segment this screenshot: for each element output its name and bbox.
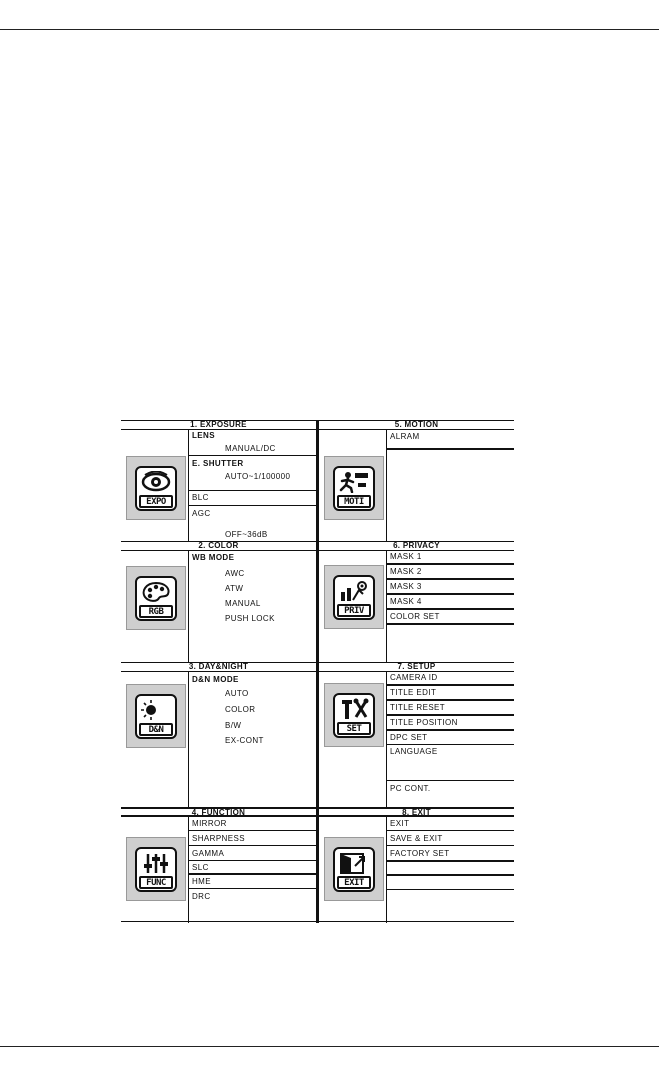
motion-icon-tile: [324, 456, 384, 520]
row-divider: [387, 623, 514, 625]
icon-label: FUNC: [139, 876, 173, 889]
row-divider: [387, 608, 514, 610]
menu-item-language[interactable]: LANGUAGE: [390, 747, 438, 756]
menu-option-manual[interactable]: MANUAL: [225, 599, 261, 608]
sliders-icon: [141, 852, 171, 874]
table-bottom-border: [121, 921, 514, 922]
icon-label: SET: [337, 722, 371, 735]
day-night-icon-tile: [126, 684, 186, 748]
row-divider: [387, 563, 514, 565]
color-icon-tile: [126, 566, 186, 630]
menu-item-e-shutter[interactable]: E. SHUTTER: [192, 459, 244, 468]
row-divider: [189, 873, 316, 875]
exposure-items: [188, 430, 316, 541]
menu-item-pc-cont[interactable]: PC CONT.: [390, 784, 431, 793]
day-night-items: [188, 672, 316, 807]
row-divider: [189, 860, 316, 861]
menu-item-mask-2[interactable]: MASK 2: [390, 567, 422, 576]
row-divider: [189, 830, 316, 831]
exit-door-icon: [339, 852, 369, 874]
section-motion: [319, 420, 514, 541]
exit-icon-tile: [324, 837, 384, 901]
section-header: 3. DAY&NIGHT: [121, 662, 316, 672]
row-divider: [189, 505, 316, 506]
row-divider: [387, 448, 514, 450]
section-header: 7. SETUP: [319, 662, 514, 672]
row-divider: [189, 888, 316, 889]
menu-item-agc[interactable]: AGC: [192, 509, 211, 518]
menu-item-save-exit[interactable]: SAVE & EXIT: [390, 834, 443, 843]
section-exposure: [121, 420, 316, 541]
row-divider: [387, 714, 514, 716]
menu-option-bw[interactable]: B/W: [225, 721, 242, 730]
exit-items: [386, 817, 514, 923]
page-bottom-rule: [0, 1046, 659, 1047]
row-divider: [387, 684, 514, 686]
setup-items: [386, 672, 514, 807]
menu-option-awc[interactable]: AWC: [225, 569, 245, 578]
row-divider: [387, 699, 514, 701]
section-header: 2. COLOR: [121, 541, 316, 551]
row-divider: [387, 860, 514, 862]
row-divider: [387, 874, 514, 876]
section-function: [121, 807, 316, 923]
privacy-mask-icon: [339, 580, 369, 602]
icon-label: MOTI: [337, 495, 371, 508]
tools-icon: [339, 698, 369, 720]
motion-items: [386, 430, 514, 541]
row-divider: [387, 593, 514, 595]
menu-option-ex-cont[interactable]: EX-CONT: [225, 736, 264, 745]
section-header: 1. EXPOSURE: [121, 420, 316, 430]
menu-item-drc[interactable]: DRC: [192, 892, 211, 901]
section-privacy: [319, 541, 514, 662]
section-header: 6. PRIVACY: [319, 541, 514, 551]
menu-item-lens[interactable]: LENS: [192, 431, 215, 440]
menu-item-blc[interactable]: BLC: [192, 493, 209, 502]
icon-label: EXIT: [337, 876, 371, 889]
privacy-items: [386, 551, 514, 662]
icon-label: EXPO: [139, 495, 173, 508]
menu-item-title-edit[interactable]: TITLE EDIT: [390, 688, 437, 697]
row-divider: [387, 830, 514, 831]
menu-item-sharpness[interactable]: SHARPNESS: [192, 834, 245, 843]
section-color: [121, 541, 316, 662]
menu-item-mask-4[interactable]: MASK 4: [390, 597, 422, 606]
section-header: 4. FUNCTION: [121, 807, 316, 817]
section-header: 8. EXIT: [319, 807, 514, 817]
color-items: [188, 551, 316, 662]
menu-option-auto[interactable]: AUTO: [225, 689, 249, 698]
row-divider: [387, 744, 514, 745]
menu-item-camera-id[interactable]: CAMERA ID: [390, 673, 438, 682]
row-divider: [189, 455, 316, 456]
sun-moon-icon: [141, 699, 171, 721]
menu-item-title-position[interactable]: TITLE POSITION: [390, 718, 458, 727]
section-exit: [319, 807, 514, 923]
icon-label: PRIV: [337, 604, 371, 617]
function-items: [188, 817, 316, 923]
menu-item-mirror[interactable]: MIRROR: [192, 819, 227, 828]
menu-item-wb-mode[interactable]: WB MODE: [192, 553, 235, 562]
eye-icon: [141, 471, 171, 493]
menu-item-gamma[interactable]: GAMMA: [192, 849, 225, 858]
row-divider: [387, 578, 514, 580]
menu-item-hme[interactable]: HME: [192, 877, 211, 886]
menu-option-atw[interactable]: ATW: [225, 584, 244, 593]
menu-option-color[interactable]: COLOR: [225, 705, 256, 714]
row-divider: [189, 490, 316, 491]
row-divider: [387, 845, 514, 846]
menu-option-auto-shutter[interactable]: AUTO~1/100000: [225, 472, 291, 481]
menu-item-slc[interactable]: SLC: [192, 863, 209, 872]
section-day-night: [121, 662, 316, 807]
menu-option-push-lock[interactable]: PUSH LOCK: [225, 614, 275, 623]
privacy-icon-tile: [324, 565, 384, 629]
row-divider: [387, 780, 514, 781]
section-setup: [319, 662, 514, 807]
function-icon-tile: [126, 837, 186, 901]
menu-option-off-36db[interactable]: OFF~36dB: [225, 530, 268, 539]
icon-label: RGB: [139, 605, 173, 618]
section-header: 5. MOTION: [319, 420, 514, 430]
menu-item-exit[interactable]: EXIT: [390, 819, 410, 828]
row-divider: [387, 889, 514, 890]
palette-icon: [141, 581, 171, 603]
menu-item-dn-mode[interactable]: D&N MODE: [192, 675, 239, 684]
menu-item-mask-1[interactable]: MASK 1: [390, 552, 422, 561]
menu-item-alram[interactable]: ALRAM: [390, 432, 420, 441]
setup-icon-tile: [324, 683, 384, 747]
icon-label: D&N: [139, 723, 173, 736]
row-divider: [189, 845, 316, 846]
running-person-icon: [339, 471, 369, 493]
menu-item-color-set[interactable]: COLOR SET: [390, 612, 440, 621]
menu-item-mask-3[interactable]: MASK 3: [390, 582, 422, 591]
page-top-rule: [0, 29, 659, 30]
menu-item-title-reset[interactable]: TITLE RESET: [390, 703, 446, 712]
camera-menu-table: [121, 420, 514, 923]
menu-column-right: [319, 420, 514, 923]
exposure-icon-tile: [126, 456, 186, 520]
menu-option-manual-dc[interactable]: MANUAL/DC: [225, 444, 276, 453]
menu-item-dpc-set[interactable]: DPC SET: [390, 733, 428, 742]
menu-item-factory-set[interactable]: FACTORY SET: [390, 849, 450, 858]
menu-column-left: [121, 420, 316, 923]
row-divider: [387, 729, 514, 731]
